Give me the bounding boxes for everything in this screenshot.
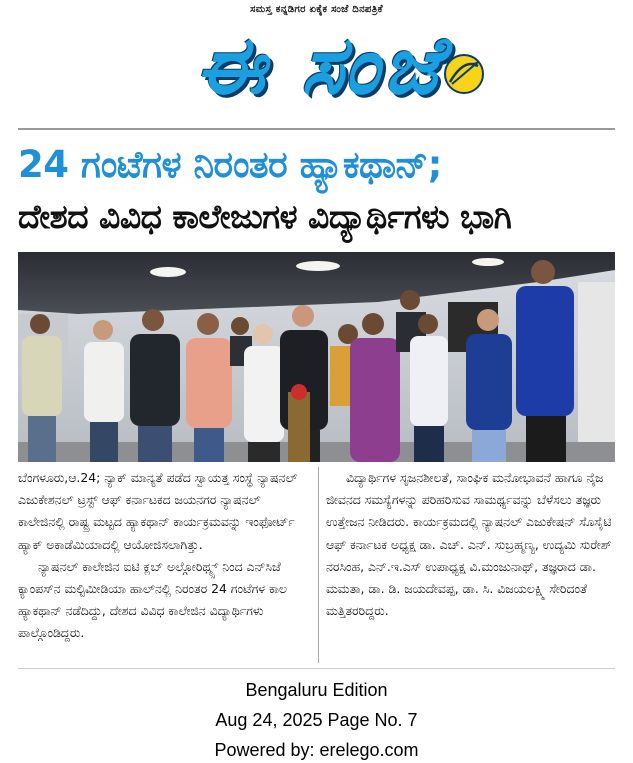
group-photo-illustration <box>18 252 615 462</box>
masthead-divider <box>18 128 615 130</box>
footer-edition: Bengaluru Edition <box>245 680 388 700</box>
group-photo <box>18 252 615 462</box>
footer-powered-by: Powered by: erelego.com <box>214 740 419 760</box>
article-paragraph: ನ್ಯಾಷನಲ್ ಕಾಲೇಜಿನ ಐಟಿ ಕ್ಲಬ್ ಅಲ್ಗೋರಿಥ್ಮ್ಸ್ ನಿಂದ ಎನ್‌ಸಿಜೆ ಕ್ಯಾಂಪಸ್‌ನ ಮಲ್ಟಿಮೀಡಿಯಾ ಹಾಲ್‌ನಲ್ಲಿ ನಿರಂತರ 24 ಗಂಟೆಗಳ ಕಾಲ ಹ್ಯಾಕಥಾನ್ ನಡೆದಿದ್ದು, ದೇಶದ ವಿವಿಧ ಕಾಲೇಜಿನ ವಿದ್ಯಾರ್ಥಿಗಳು ಪಾಲ್ಗೊಂಡಿದ್ದರು. <box>18 558 287 641</box>
logo-wordmark: ಈ ಸಂಜೆ <box>195 19 445 112</box>
sun-bow-icon <box>442 52 486 96</box>
newspaper-logo <box>90 14 550 122</box>
masthead-tagline: ಸಮಸ್ತ ಕನ್ನಡಿಗರ ಏಕೈಕ ಸಂಜೆ ದಿನಪತ್ರಿಕೆ <box>250 4 383 15</box>
article-subheadline: ದೇಶದ ವಿವಿಧ ಕಾಲೇಜುಗಳ ವಿದ್ಯಾರ್ಥಿಗಳು ಭಾಗಿ <box>18 197 512 236</box>
article-column-left <box>18 467 310 645</box>
article-bottom-divider <box>18 668 615 669</box>
masthead <box>0 0 633 126</box>
article-headline: 24 ಗಂಟೆಗಳ ನಿರಂತರ ಹ್ಯಾಕಥಾನ್; <box>18 143 442 186</box>
article-paragraph: ಬೆಂಗಳೂರು,ಆ.24; ನ್ಯಾಕ್ ಮಾನ್ಯತೆ ಪಡೆದ ಸ್ವಾಯತ್ತ ಸಂಸ್ಥೆ ನ್ಯಾಷನಲ್ ಎಜುಕೇಶನಲ್ ಟ್ರಸ್ಟ್ ಆಫ್ ಕರ್ನಾಟಕದ ಜಯನಗರ ನ್ಯಾಷನಲ್ ಕಾಲೇಜಿನಲ್ಲಿ ರಾಷ್ಟ್ರ ಮಟ್ಟದ ಹ್ಯಾಕಥಾನ್ ಕಾರ್ಯಕ್ರಮವನ್ನು ಇಂಫೋರ್ಟ್ ಹ್ಯಾಕ್ ಅಕಾಡೆಮಿಯಾದಲ್ಲಿ ಆಯೋಜಿಸಲಾಗಿತ್ತು. <box>18 470 298 552</box>
article-paragraph: ವಿದ್ಯಾರ್ಥಿಗಳ ಸೃಜನಶೀಲತೆ, ಸಾಂಘಿಕ ಮನೋಭಾವನೆ ಹಾಗೂ ನೈಜ ಜೀವನದ ಸಮಸ್ಯೆಗಳನ್ನು ಪರಿಹರಿಸುವ ಸಾಮರ್ಥ್ಯವನ್ನು ಬೆಳೆಸಲು ತಜ್ಞರು ಉತ್ತೇಜನ ನೀಡಿದರು. ಕಾರ್ಯಕ್ರಮದಲ್ಲಿ ನ್ಯಾಷನಲ್ ಎಜುಕೇಷನ್ ಸೊಸೈಟಿ ಆಫ್ ಕರ್ನಾಟಕ ಅಧ್ಯಕ್ಷ ಡಾ. ಎಚ್. ಎನ್. ಸುಬ್ರಹ್ಮಣ್ಯ, ಉದ್ಯಮಿ ಸುರೇಶ್ ನರಸಿಂಹ, ಎನ್.ಇ.ಎಸ್ ಉಪಾಧ್ಯಕ್ಷ ವಿ.ಮಂಜುನಾಥ್, ತಜ್ಞರಾದ ಡಾ. ಮಮತಾ, ಡಾ. ಡಿ. ಜಯದೇವಪ್ಪ, ಡಾ. ಸಿ. ವಿಜಯಲಕ್ಷ್ಮಿ ಸೇರಿದಂತೆ ಮತ್ತಿತರರಿದ್ದರು. <box>326 470 612 619</box>
column-divider <box>318 467 319 663</box>
article-column-right <box>326 467 618 622</box>
footer-date-page: Aug 24, 2025 Page No. 7 <box>215 710 418 730</box>
